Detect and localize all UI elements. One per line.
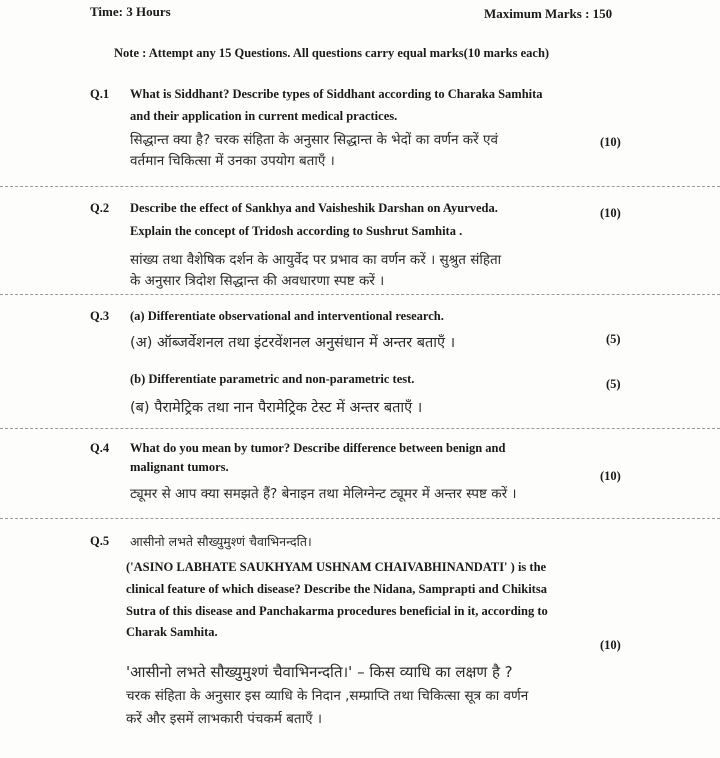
question-text-hindi: वर्तमान चिकित्सा में उनका उपयोग बताएँ ।	[130, 153, 335, 169]
question-marks: (10)	[600, 135, 621, 149]
question-number: Q.4	[90, 441, 110, 455]
question-text-english: What do you mean by tumor? Describe difference between benign and	[130, 441, 506, 455]
section-divider	[0, 518, 720, 519]
exam-duration: Time: 3 Hours	[90, 4, 171, 19]
question-text-hindi: चरक संहिता के अनुसार इस व्याधि के निदान ,सम्प्राप्ति तथा चिकित्सा सूत्र का वर्णन	[126, 688, 529, 704]
question-part-a-hindi: (अ) ऑब्जर्वेशनल तथा इंटरवेंशनल अनुसंधान में अन्तर बताएँ ।	[130, 335, 456, 351]
question-part-b-hindi: (ब) पैरामेट्रिक तथा नान पैरामेट्रिक टेस्ट में अन्तर बताएँ ।	[130, 400, 423, 416]
maximum-marks: Maximum Marks : 150	[484, 6, 613, 21]
question-part-a-marks: (5)	[606, 332, 621, 346]
question-number: Q.3	[90, 309, 110, 323]
section-divider	[0, 428, 720, 429]
question-text-hindi: के अनुसार त्रिदोश सिद्धान्त की अवधारणा स्पष्ट करें ।	[130, 273, 385, 289]
question-number: Q.2	[90, 201, 110, 215]
instructions-note: Note : Attempt any 15 Questions. All questions carry equal marks(10 marks each)	[114, 46, 550, 60]
question-text-hindi: ट्यूमर से आप क्या समझते हैं? बेनाइन तथा मेलिग्नेन्ट ट्यूमर में अन्तर स्पष्ट करें ।	[130, 486, 517, 502]
section-divider	[0, 294, 720, 295]
question-text-english: Explain the concept of Tridosh according to Sushrut Samhita .	[130, 224, 463, 238]
section-divider	[0, 186, 720, 187]
question-marks: (10)	[600, 206, 621, 220]
question-text-hindi: करें और इसमें लाभकारी पंचकर्म बताएँ ।	[126, 711, 322, 727]
question-text-english: clinical feature of which disease? Describe the Nidana, Samprapti and Chikitsa	[126, 582, 547, 596]
question-text-hindi: 'आसीनो लभते सौख्युमुश्णं चैवाभिनन्दति।' – किस व्याधि का लक्षण है ?	[126, 663, 513, 681]
question-text-english: ('ASINO LABHATE SAUKHYAM USHNAM CHAIVABHINANDATI' ) is the	[126, 560, 547, 574]
question-text-english: Describe the effect of Sankhya and Vaisheshik Darshan on Ayurveda.	[130, 201, 498, 215]
question-marks: (10)	[600, 638, 621, 652]
question-marks: (10)	[600, 469, 621, 483]
question-text-english: malignant tumors.	[130, 460, 229, 474]
question-text-english: What is Siddhant? Describe types of Siddhant according to Charaka Samhita	[130, 87, 543, 101]
question-text-english: Sutra of this disease and Panchakarma procedures beneficial in it, according to	[126, 604, 548, 618]
sanskrit-verse: आसीनो लभते सौख्युमुश्णं चैवाभिनन्दति।	[130, 534, 312, 549]
question-part-b-english: (b) Differentiate parametric and non-parametric test.	[130, 372, 415, 386]
question-text-english: Charak Samhita.	[126, 625, 218, 639]
question-text-hindi: सिद्धान्त क्या है? चरक संहिता के अनुसार सिद्धान्त के भेदों का वर्णन करें एवं	[130, 132, 498, 148]
question-text-english: and their application in current medical practices.	[130, 109, 398, 123]
question-part-a-english: (a) Differentiate observational and interventional research.	[130, 309, 444, 323]
question-text-hindi: सांख्य तथा वैशेषिक दर्शन के आयुर्वेद पर प्रभाव का वर्णन करें । सुश्रुत संहिता	[130, 252, 502, 268]
question-number: Q.5	[90, 534, 110, 548]
question-number: Q.1	[90, 87, 110, 101]
question-part-b-marks: (5)	[606, 377, 621, 391]
